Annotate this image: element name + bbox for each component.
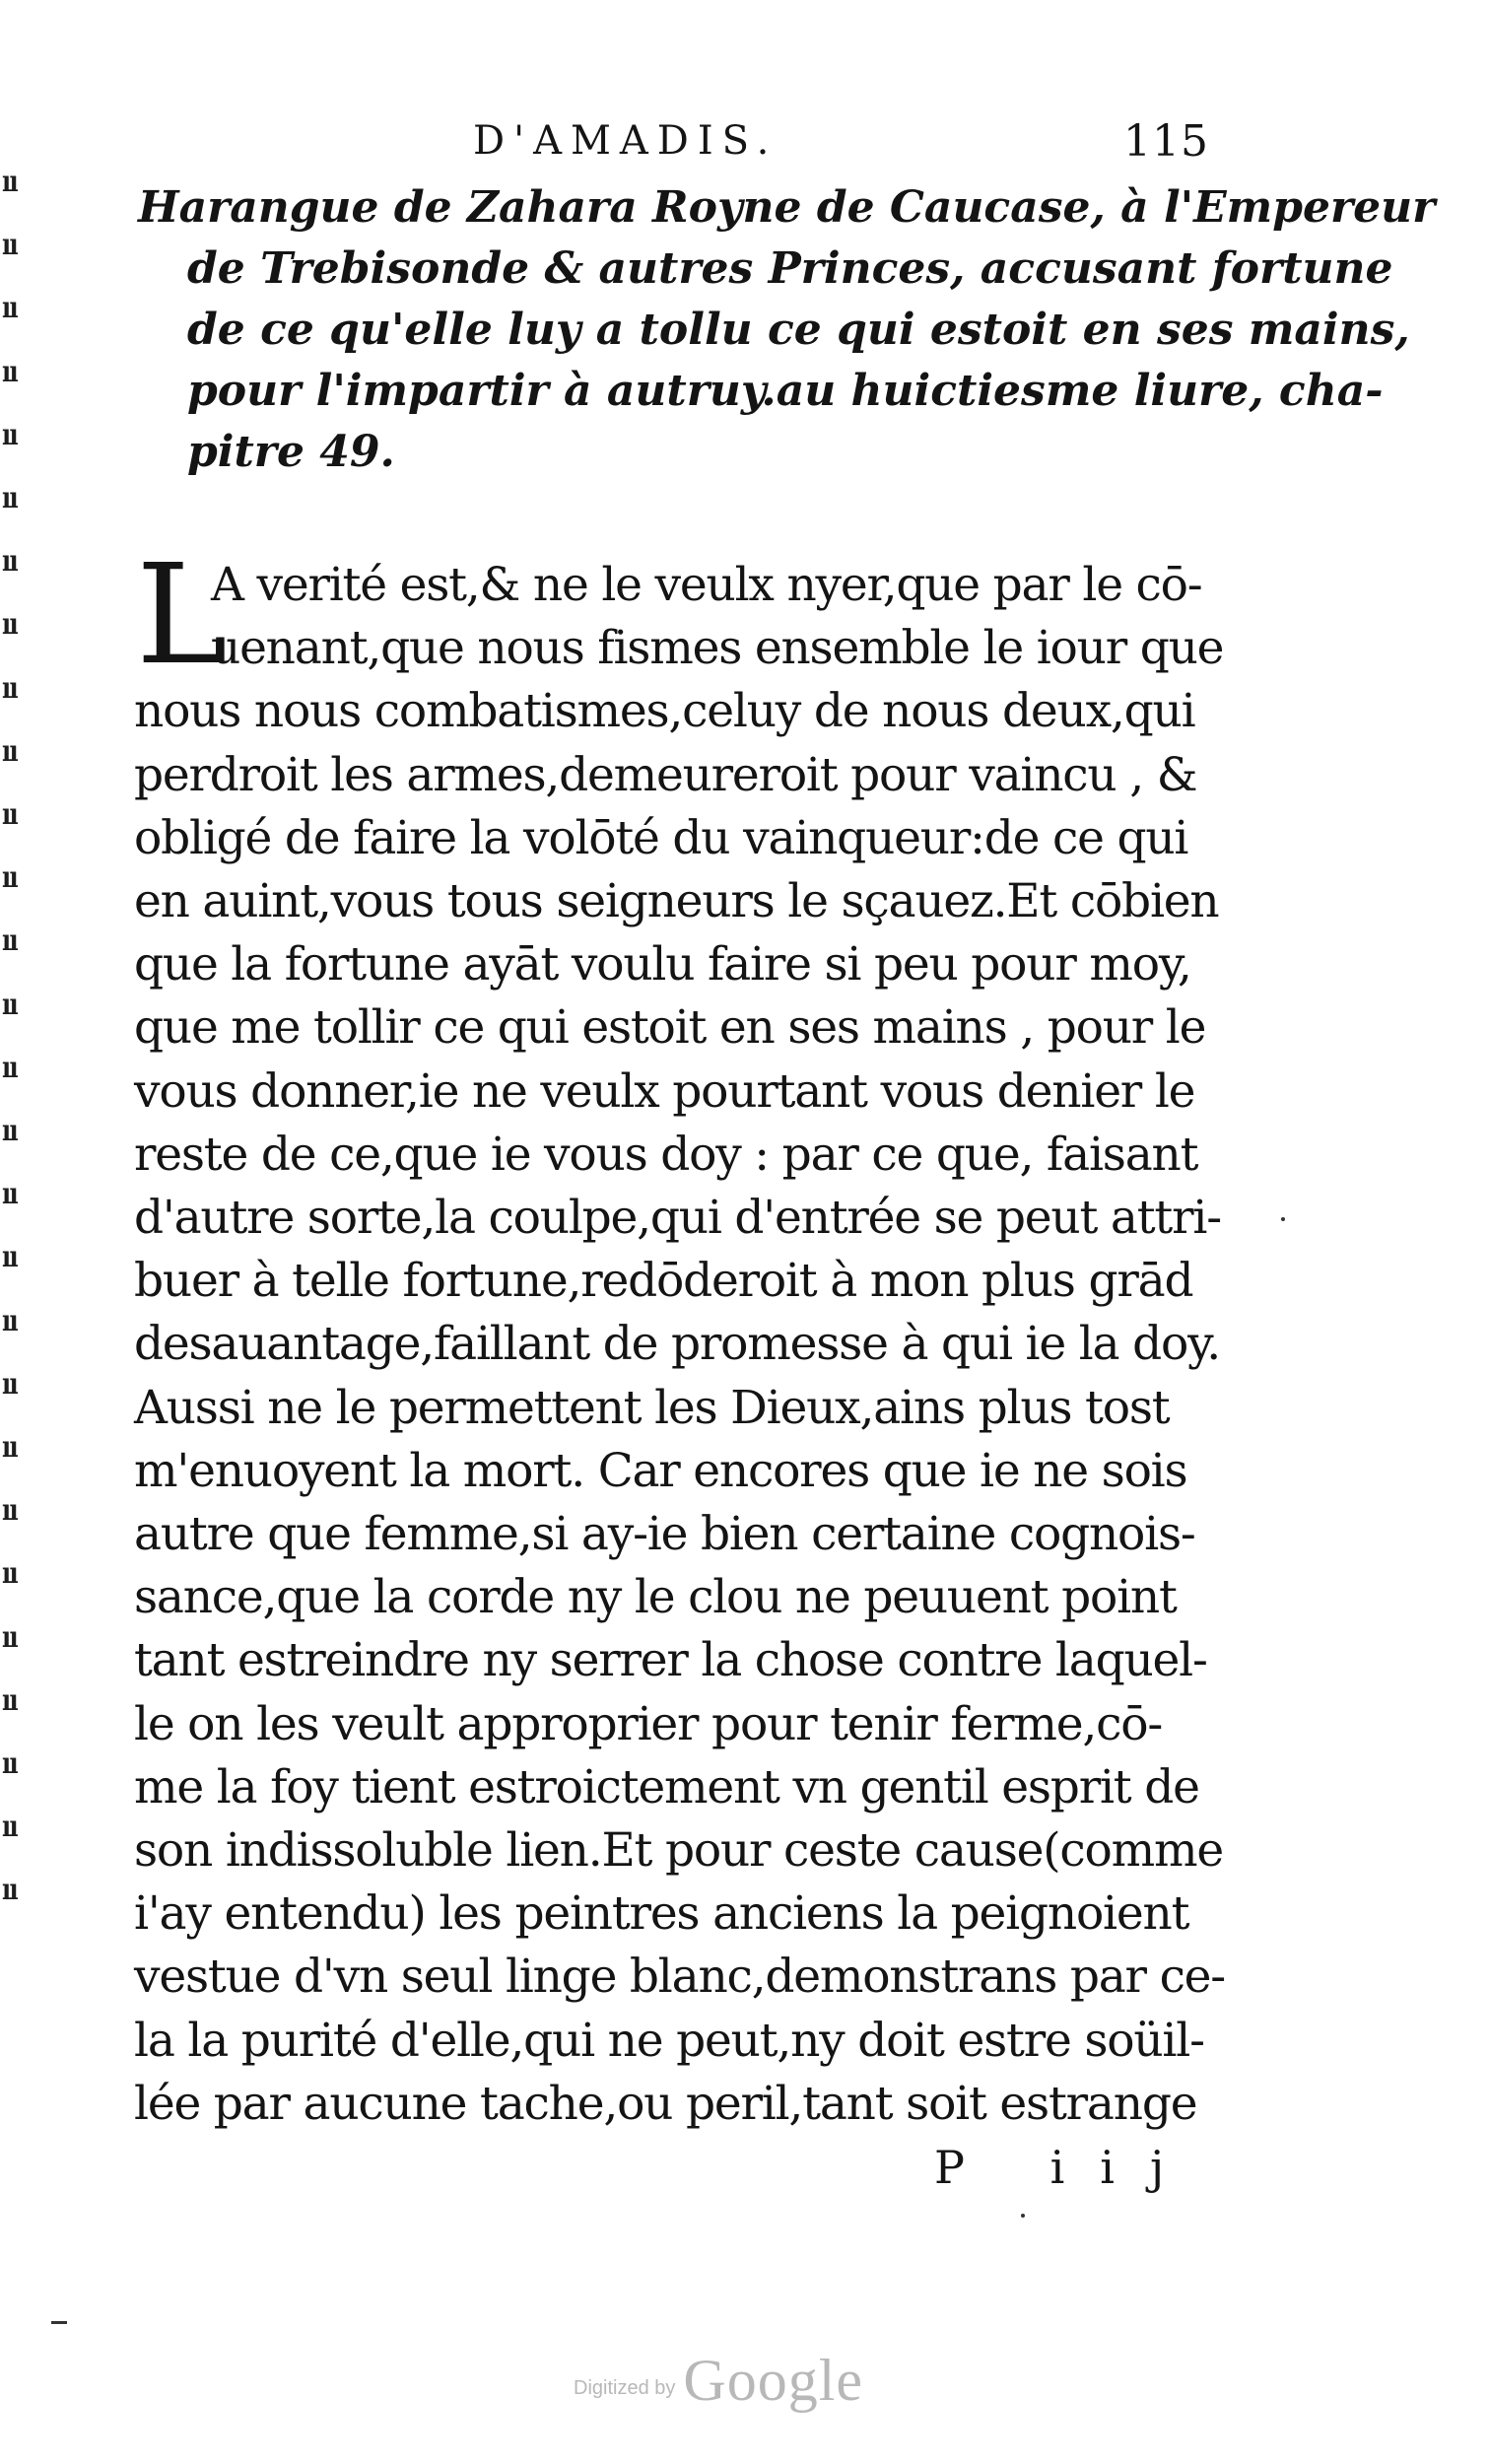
text-line: d'autre sorte,la coulpe,qui d'entrée se peut attri- [134,1191,1221,1246]
text-line: buer à telle fortune,redōderoit à mon plus grād [134,1254,1193,1309]
gutter-fragment: ıı [2,1619,18,1655]
text-line: m'enuoyent la mort. Car encores que ie ne sois [134,1443,1187,1498]
gutter-fragment: ıı [2,165,18,199]
gutter-fragment: ıı [2,1873,18,1908]
heading-line: pitre 49. [187,427,395,477]
ink-speck [1021,2214,1025,2218]
gutter-fragment: ıı [2,1366,18,1402]
text-line: tant estreindre ny serrer la chose contre laquel- [134,1633,1207,1688]
ink-speck [1281,1217,1285,1221]
gutter-fragment: ıı [2,1682,18,1718]
facing-page-bleed [0,165,43,2109]
google-logo: Google [683,2348,864,2413]
text-line: que me tollir ce qui estoit en ses mains , pour le [134,1000,1206,1056]
text-line: vestue d'vn seul linge blanc,demonstrans par ce- [134,1950,1225,2005]
gutter-fragment: ıı [2,860,18,896]
heading-line: de ce qu'elle luy a tollu ce qui estoit en ses mains, [187,305,1410,355]
gutter-fragment: ıı [2,1177,18,1212]
gutter-fragment: ıı [2,987,18,1022]
text-line: nous nous combatismes,celuy de nous deux,qui [134,684,1195,739]
gutter-fragment: ıı [2,354,18,389]
gutter-fragment: ıı [2,1303,18,1338]
gutter-fragment: ıı [2,1050,18,1085]
digitized-watermark [574,2348,864,2413]
text-line: perdroit les armes,demeureroit pour vaincu , & [134,747,1197,802]
text-line: vous donner,ie ne veulx pourtant vous denier le [134,1063,1195,1119]
gutter-fragment: ıı [2,797,18,832]
text-line: obligé de faire la volōté du vainqueur:de ce qui [134,810,1188,865]
gutter-fragment: ıı [2,481,18,515]
margin-dash [51,2321,67,2324]
text-line: Aussi ne le permettent les Dieux,ains plus tost [134,1380,1170,1435]
gutter-fragment: ıı [2,417,18,452]
text-line: reste de ce,que ie vous doy : par ce que, faisant [134,1127,1198,1182]
text-line: en auint,vous tous seigneurs le sçauez.Et cōbien [134,874,1219,929]
gutter-fragment: ıı [2,670,18,706]
text-line: desauantage,faillant de promesse à qui ie la doy. [134,1317,1220,1372]
heading-line: de Trebisonde & autres Princes, accusant fortune [187,243,1393,294]
drop-cap: L [136,535,228,696]
page-number: 115 [1123,116,1209,167]
gutter-fragment: ıı [2,924,18,959]
gutter-fragment: ıı [2,1746,18,1781]
gutter-fragment: ıı [2,1556,18,1592]
text-line: son indissoluble lien.Et pour ceste cause(comme [134,1823,1223,1879]
gutter-fragment: ıı [2,1240,18,1275]
signature-mark: P iij [934,2141,1200,2194]
gutter-fragment: ıı [2,1430,18,1465]
gutter-fragment: ıı [2,1810,18,1845]
text-line: i'ay entendu) les peintres anciens la peignoient [134,1886,1189,1942]
text-line: le on les veult approprier pour tenir ferme,cō- [134,1696,1163,1751]
gutter-fragment: ıı [2,291,18,326]
text-line: autre que femme,si ay-ie bien certaine cognois- [134,1507,1195,1562]
gutter-fragment: ıı [2,228,18,263]
body-text [134,535,1225,2136]
text-line: A verité est,& ne le veulx nyer,que par le cō- [211,558,1202,612]
text-line: que la fortune ayāt voulu faire si peu pour moy, [134,937,1191,992]
watermark-prefix: Digitized by [574,2377,676,2399]
gutter-fragment: ıı [2,1493,18,1529]
text-line: lée par aucune tache,ou peril,tant soit estrange [134,2076,1197,2131]
text-line: uenant,que nous fismes ensemble le iour que [211,621,1224,676]
gutter-fragment: ıı [2,607,18,643]
heading-line: pour l'impartir à autruy.au huictiesme liure, cha- [187,366,1384,416]
heading-line: Harangue de Zahara Royne de Caucase, à l'Empereur [138,182,1436,233]
text-line: sance,que la corde ny le clou ne peuuent point [134,1570,1177,1625]
gutter-fragment: ıı [2,1114,18,1148]
gutter-fragment: ıı [2,733,18,769]
gutter-fragment: ıı [2,544,18,580]
running-head: D'AMADIS. [473,118,778,164]
text-line: la la purité d'elle,qui ne peut,ny doit estre soüil- [134,2013,1204,2068]
text-line: me la foy tient estroictement vn gentil esprit de [134,1759,1199,1814]
chapter-heading [138,177,1436,483]
